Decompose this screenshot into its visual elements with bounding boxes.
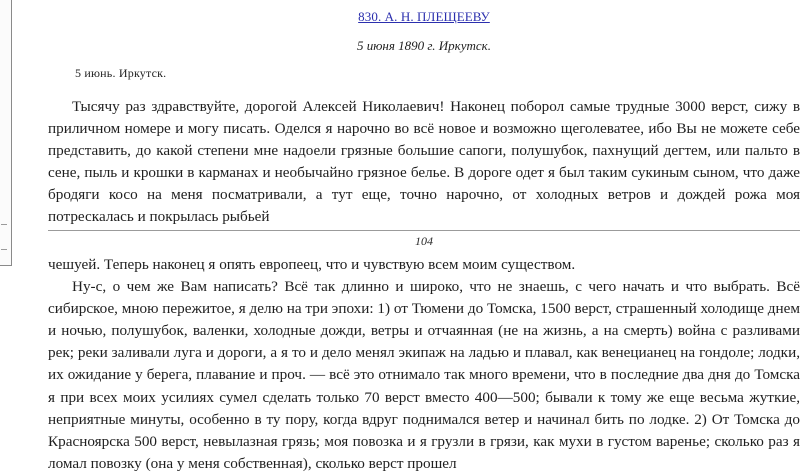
document-page [48,0,800,472]
letter-body-upper [48,96,800,229]
first-paragraph: Тысячу раз здравствуйте, дорогой Алексей Николаевич! Наконец поборол самые трудные 3000 верст, сижу в приличном номере и могу писать. Оделся я нарочно во всё новое и возможно щеголеватее, ибо Вы не можете себе представить, до какой степени мне надоели грязные большие сапоги, полушубок, пахнущий дегтем, или пальто в сене, пыль и крошки в карманах и необычайно грязное белье. В дороге одет я был таким сукиным сыном, что даже бродяги косо на меня посматривали, а тут еще, точно нарочно, от холодных ветров и дождей рожа моя потрескалась и покрылась рыбьей [48,98,800,226]
letter-place-date: 5 июнь. Иркутск. [75,66,167,80]
page-number: 104 [415,234,433,248]
letter-date: 5 июня 1890 г. Иркутск. [356,38,492,53]
page-divider [48,230,800,231]
continued-paragraph: чешуей. Теперь наконец я опять европеец, что и чувствую всем моим существом. [48,256,576,273]
second-paragraph: Ну-с, о чем же Вам написать? Всё так длинно и широко, что не знаешь, с чего начать и что выбрать. Всё сибирское, мною пережитое, я делю на три эпохи: 1) от Тюмени до Томска, 1500 верст, страшенный холодище днем и ночью, полушубок, валенки, холодные дожди, ветры и отчаянная (не на жизнь, а на смерть) война с разливами рек; реки заливали луга и дороги, а я то и дело менял экипаж на ладью и плавал, как венецианец на гондоле; лодки, их ожидание у берега, плавание и проч. — всё это отнимало так много времени, что в последние два дня до Томска я при всех моих усилиях сумел сделать только 70 верст вместо 400—500; бывали к тому же еще весьма жуткие, неприятные минуты, особенно в ту пору, когда вдруг поднимался ветер и начинал бить по лодке. 2) От Томска до Красноярска 500 верст, невылазная грязь; моя повозка и я грузли в грязи, как мухи в густом варенье; сколько раз я ломал повозку (она у меня собственная), сколько верст прошел [48,278,800,472]
letter-title-link[interactable]: 830. А. Н. ПЛЕЩЕЕВУ [358,9,490,24]
left-panel-edge [0,0,12,266]
letter-body-lower [48,254,800,475]
scroll-position-marker [1,224,7,250]
